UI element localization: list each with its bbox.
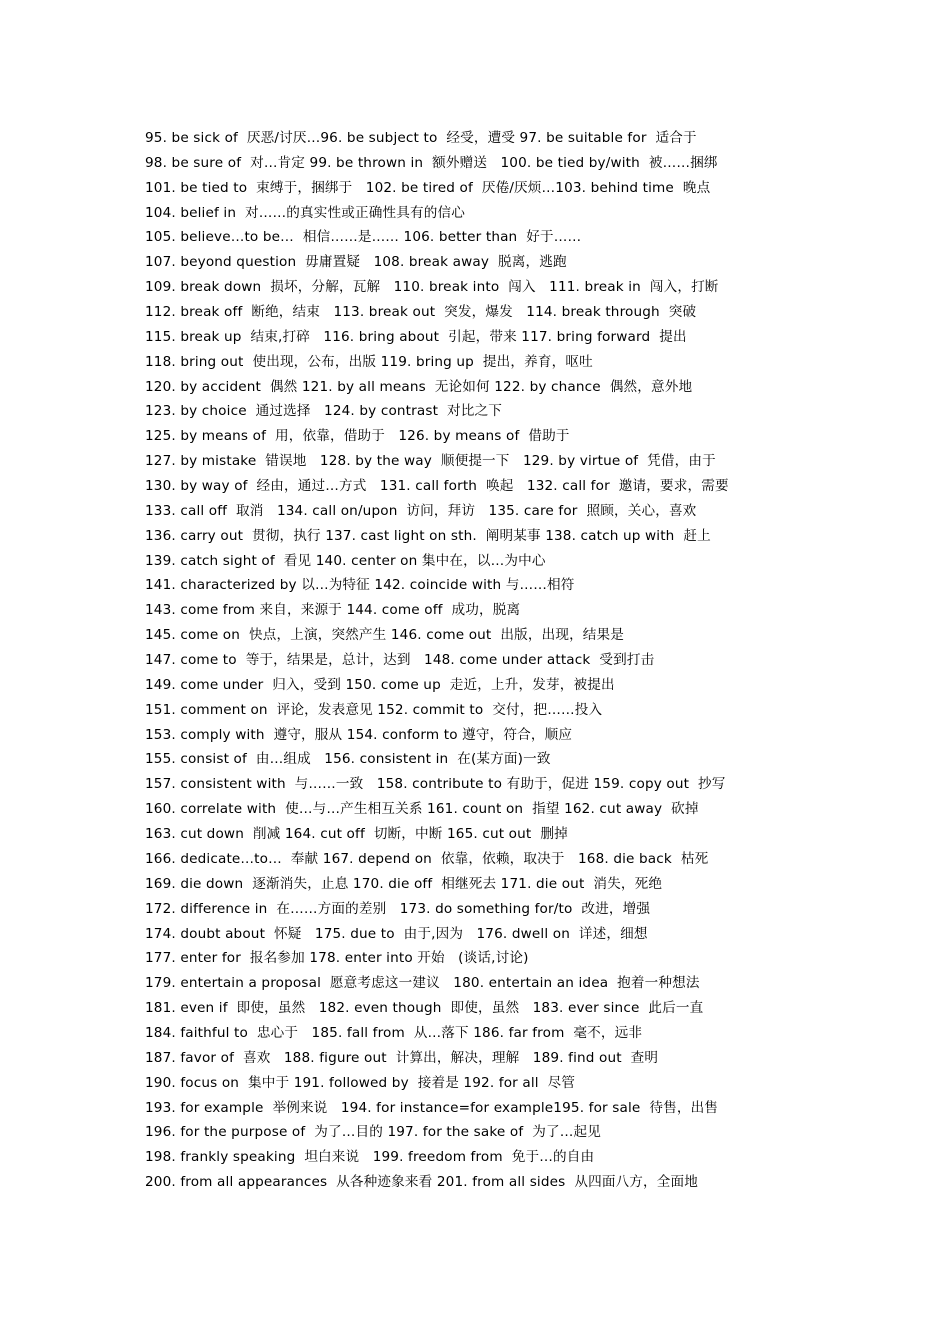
phrase-line: 200. from all appearances 从各种迹象来看 201. from all sides 从四面八方，全面地	[145, 1174, 699, 1191]
phrase-line: 190. focus on 集中于 191. followed by 接着是 192. for all 尽管	[145, 1074, 576, 1091]
phrase-line: 109. break down 损坏，分解，瓦解 110. break into 闯入 111. break in 闯入，打断	[145, 279, 719, 296]
phrase-line: 133. call off 取消 134. call on/upon 访问，拜访 135. care for 照顾，关心，喜欢	[145, 502, 697, 519]
phrase-line: 105. believe…to be… 相信……是…… 106. better than 好于……	[145, 229, 582, 246]
phrase-line: 151. comment on 评论，发表意见 152. commit to 交付，把……投入	[145, 701, 603, 718]
phrase-line: 149. come under 归入，受到 150. come up 走近，上升，发芽，被提出	[145, 676, 615, 693]
phrase-line: 172. difference in 在……方面的差别 173. do something for/to 改进，增强	[145, 900, 651, 917]
phrase-line: 143. come from 来自，来源于 144. come off 成功，脱离	[145, 602, 521, 619]
phrase-line: 123. by choice 通过选择 124. by contrast 对比之下	[145, 403, 503, 420]
phrase-line: 139. catch sight of 看见 140. center on 集中在，以…为中心	[145, 552, 546, 569]
phrase-line: 177. enter for 报名参加 178. enter into 开始 (谈话,讨论)	[145, 950, 529, 967]
phrase-list	[145, 126, 925, 1195]
phrase-line: 184. faithful to 忠心于 185. fall from 从…落下 186. far from 毫不，远非	[145, 1024, 643, 1041]
phrase-line: 174. doubt about 怀疑 175. due to 由于,因为 176. dwell on 详述，细想	[145, 925, 648, 942]
phrase-line: 145. come on 快点，上演，突然产生 146. come out 出版，出现，结果是	[145, 627, 625, 644]
phrase-line: 95. be sick of 厌恶/讨厌…96. be subject to 经受，遭受 97. be suitable for 适合于	[145, 130, 697, 146]
phrase-line: 163. cut down 削减 164. cut off 切断，中断 165. cut out 删掉	[145, 826, 568, 843]
phrase-line: 198. frankly speaking 坦白来说 199. freedom from 免于…的自由	[145, 1149, 595, 1166]
phrase-line: 107. beyond question 毋庸置疑 108. break away 脱离，逃跑	[145, 254, 567, 271]
phrase-line: 98. be sure of 对…肯定 99. be thrown in 额外赠送 100. be tied by/with 被……捆绑	[145, 154, 718, 171]
phrase-line: 181. even if 即使，虽然 182. even though 即使，虽然 183. ever since 此后一直	[145, 1000, 704, 1017]
phrase-line: 157. consistent with 与……一致 158. contribute to 有助于，促进 159. copy out 抄写	[145, 776, 726, 793]
phrase-line: 141. characterized by 以…为特征 142. coincide with 与……相符	[145, 577, 575, 594]
phrase-line: 179. entertain a proposal 愿意考虑这一建议 180. entertain an idea 抱着一种想法	[145, 975, 700, 992]
phrase-line: 118. bring out 使出现，公布，出版 119. bring up 提出，养育，呕吐	[145, 353, 593, 370]
phrase-line: 130. by way of 经由，通过…方式 131. call forth 唤起 132. call for 邀请，要求，需要	[145, 478, 729, 495]
phrase-line: 166. dedicate…to… 奉献 167. depend on 依靠，依赖，取决于 168. die back 枯死	[145, 850, 709, 867]
phrase-line: 193. for example 举例来说 194. for instance=for example195. for sale 待售，出售	[145, 1099, 719, 1116]
phrase-line: 101. be tied to 束缚于，捆绑于 102. be tired of 厌倦/厌烦…103. behind time 晚点	[145, 179, 711, 196]
phrase-line: 120. by accident 偶然 121. by all means 无论如何 122. by chance 偶然，意外地	[145, 378, 693, 395]
phrase-line: 147. come to 等于，结果是，总计，达到 148. come under attack 受到打击	[145, 652, 655, 669]
phrase-line: 112. break off 断绝，结束 113. break out 突发，爆发 114. break through 突破	[145, 304, 697, 321]
phrase-line: 153. comply with 遵守，服从 154. conform to 遵守，符合，顺应	[145, 726, 573, 743]
phrase-line: 169. die down 逐渐消失，止息 170. die off 相继死去 171. die out 消失，死绝	[145, 875, 663, 892]
phrase-line: 196. for the purpose of 为了…目的 197. for the sake of 为了…起见	[145, 1124, 601, 1141]
phrase-line: 127. by mistake 错误地 128. by the way 顺便提一下 129. by virtue of 凭借，由于	[145, 453, 716, 470]
phrase-line: 125. by means of 用，依靠，借助于 126. by means of 借助于	[145, 428, 570, 445]
phrase-line: 104. belief in 对……的真实性或正确性具有的信心	[145, 204, 465, 221]
phrase-line: 136. carry out 贯彻，执行 137. cast light on sth. 阐明某事 138. catch up with 赶上	[145, 527, 711, 544]
phrase-line: 115. break up 结束,打碎 116. bring about 引起，带来 117. bring forward 提出	[145, 328, 687, 345]
phrase-line: 160. correlate with 使…与…产生相互关系 161. count on 指望 162. cut away 砍掉	[145, 801, 699, 818]
phrase-line: 187. favor of 喜欢 188. figure out 计算出，解决，理解 189. find out 查明	[145, 1049, 659, 1066]
phrase-line: 155. consist of 由…组成 156. consistent in 在(某方面)一致	[145, 751, 551, 768]
